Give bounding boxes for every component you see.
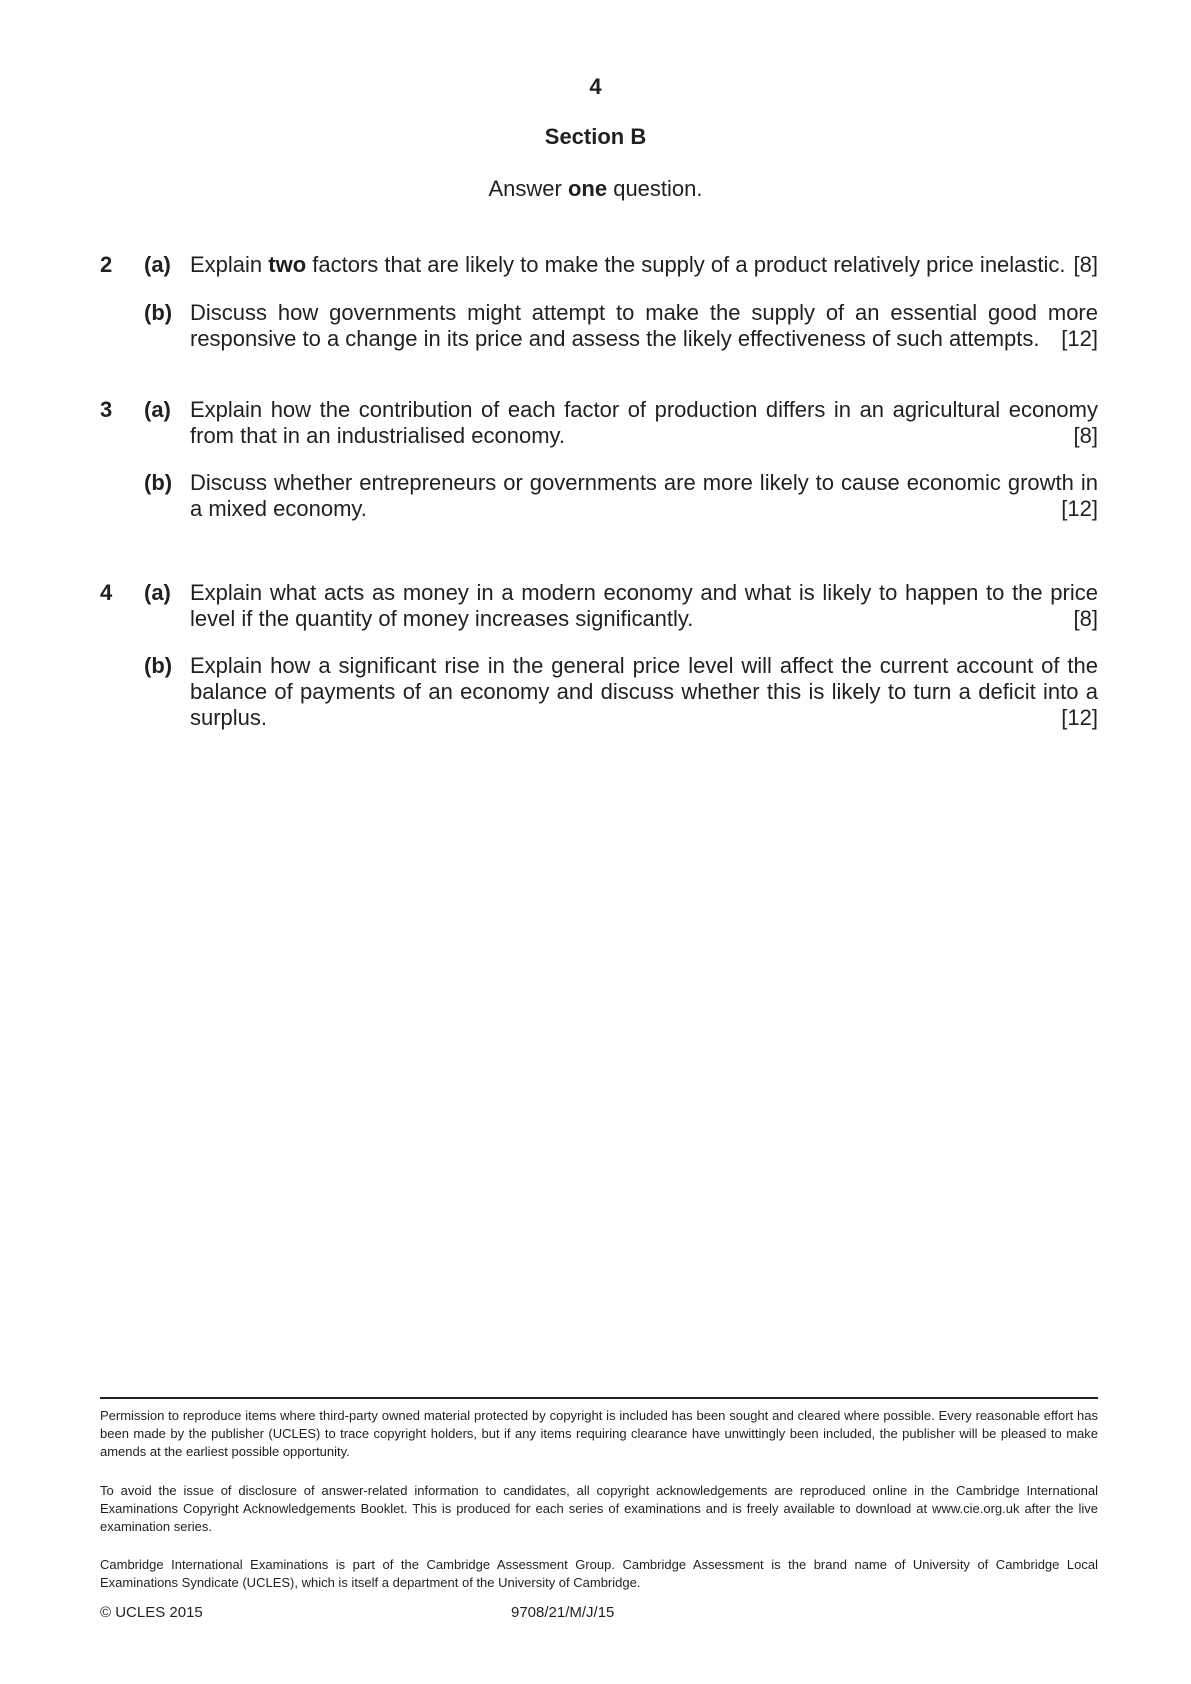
- marks: [12]: [1061, 326, 1098, 351]
- marks: [12]: [1061, 496, 1098, 521]
- text-line-with-marks: [190, 705, 1098, 731]
- text-line-with-marks: [190, 606, 1098, 632]
- part-text: [190, 653, 1098, 731]
- part-label: (a): [144, 252, 171, 277]
- footer-paper-code: 9708/21/M/J/15: [511, 1604, 615, 1621]
- instruction-post: question.: [607, 176, 703, 201]
- footer-disclosure: To avoid the issue of disclosure of answer-related information to candidates, all copyright acknowledgements are reproduced online in the Cambridge International Examinations Copyright Acknowledgements Booklet. This is produced for each series of examinations and is freely available to download at www.cie.org.uk after the live examination series.: [100, 1483, 1098, 1534]
- part-text: [190, 470, 1098, 522]
- text-line-with-marks: [190, 423, 1098, 449]
- marks: [8]: [1073, 252, 1098, 277]
- text-line: surplus.: [190, 705, 268, 730]
- question-number: 4: [100, 580, 113, 605]
- question-number: 2: [100, 252, 113, 277]
- text-line: level if the quantity of money increases significantly.: [190, 606, 694, 631]
- footer-divider: [100, 1397, 1098, 1399]
- part-label: (b): [144, 653, 173, 678]
- part-text-bold: two: [268, 252, 307, 277]
- text-line: Explain what acts as money in a modern economy and what is likely to happen to the price: [190, 580, 1098, 605]
- marks: [12]: [1061, 705, 1098, 730]
- text-line: balance of payments of an economy and discuss whether this is likely to turn a deficit into a: [190, 679, 1098, 704]
- footer-cambridge: Cambridge International Examinations is part of the Cambridge Assessment Group. Cambridge Assessment is the brand name of University of Cambridge Local Examinations Syndicate (UCLES), which is itself a department of the University of Cambridge.: [100, 1557, 1098, 1590]
- footer-permission: Permission to reproduce items where third-party owned material protected by copyright is included has been sought and cleared where possible. Every reasonable effort has been made by the publisher (UCLES) to trace copyright holders, but if any items requiring clearance have unwittingly been included, the publisher will be pleased to make amends at the earliest possible opportunity.: [100, 1408, 1098, 1459]
- text-line-with-marks: [190, 326, 1098, 352]
- part-text-pre: Explain: [190, 252, 269, 277]
- part-label: (a): [144, 580, 171, 605]
- text-line: Explain how a significant rise in the general price level will affect the current account of the: [190, 653, 1098, 678]
- part-text-post: factors that are likely to make the supply of a product relatively price inelastic.: [306, 252, 1066, 277]
- section-title: Section B: [544, 124, 647, 149]
- page-number: 4: [589, 74, 602, 99]
- part-label: (b): [144, 470, 173, 495]
- text-line: Explain how the contribution of each factor of production differs in an agricultural economy: [190, 397, 1098, 422]
- question-number: 3: [100, 397, 113, 422]
- instruction: [0, 176, 1191, 202]
- instruction-bold: one: [567, 176, 608, 201]
- marks: [8]: [1073, 423, 1098, 448]
- part-text: [190, 252, 1098, 278]
- text-line: responsive to a change in its price and assess the likely effectiveness of such attempts.: [190, 326, 1040, 351]
- text-line: a mixed economy.: [190, 496, 367, 521]
- part-text: [190, 300, 1098, 352]
- footer-copyright: © UCLES 2015: [100, 1604, 203, 1621]
- text-line-with-marks: [190, 496, 1098, 522]
- instruction-pre: Answer: [488, 176, 568, 201]
- part-label: (a): [144, 397, 171, 422]
- text-line: Discuss whether entrepreneurs or governments are more likely to cause economic growth in: [190, 470, 1098, 495]
- part-text: [190, 580, 1098, 632]
- part-label: (b): [144, 300, 173, 325]
- marks: [8]: [1073, 606, 1098, 631]
- text-line: Discuss how governments might attempt to make the supply of an essential good more: [190, 300, 1098, 325]
- text-line: from that in an industrialised economy.: [190, 423, 565, 448]
- part-text: [190, 397, 1098, 449]
